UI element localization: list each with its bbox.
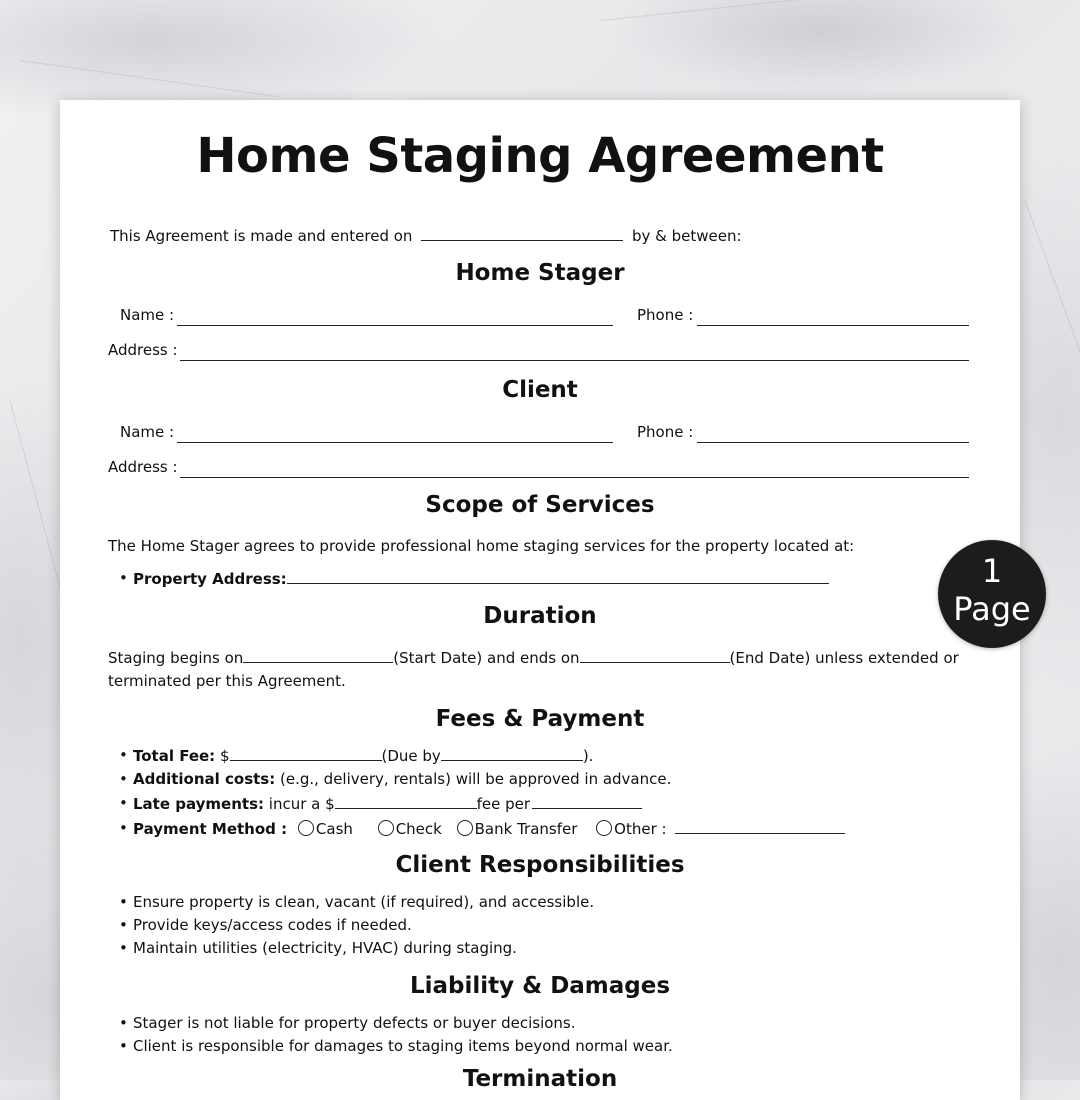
bullet-dot: • (119, 1014, 128, 1032)
list-item-text: Provide keys/access codes if needed. (133, 916, 412, 934)
radio-icon[interactable] (457, 820, 473, 836)
responsibilities-heading: Client Responsibilities (395, 852, 685, 878)
client-name-field[interactable] (177, 442, 613, 443)
duration-part1: Staging begins on (108, 649, 244, 667)
bullet-dot: • (119, 770, 128, 788)
client-name-label: Name : (120, 423, 175, 441)
list-item-text: Client is responsible for damages to staging items beyond normal wear. (133, 1037, 673, 1055)
bullet-dot: • (119, 893, 128, 911)
stager-name-label: Name : (120, 306, 175, 324)
stager-name-field[interactable] (177, 325, 613, 326)
payment-other-field[interactable] (675, 819, 845, 834)
list-item (119, 939, 517, 957)
bullet-dot: • (119, 916, 128, 934)
total-fee-label: Total Fee: (133, 747, 216, 765)
late-fee-period-field[interactable] (532, 794, 642, 809)
radio-icon[interactable] (596, 820, 612, 836)
end-date-field[interactable] (580, 648, 730, 663)
late-payments-text: incur a $ (264, 795, 335, 813)
duration-heading: Duration (483, 603, 597, 629)
agreement-date-field[interactable] (421, 226, 623, 241)
bullet-dot: • (119, 569, 128, 587)
page-count-number: 1 (981, 552, 1003, 590)
bullet-dot: • (119, 1037, 128, 1055)
client-phone-label: Phone : (637, 423, 694, 441)
document-title: Home Staging Agreement (196, 128, 884, 184)
intro-before: This Agreement is made and entered on (110, 227, 413, 245)
payment-option-bank-transfer[interactable] (457, 820, 578, 838)
duration-part3: (End Date) unless extended or (729, 649, 959, 667)
total-fee-dollar: $ (215, 747, 230, 765)
total-fee-field[interactable] (230, 746, 382, 761)
list-item (119, 893, 595, 911)
bullet-dot: • (119, 794, 128, 812)
page-count-badge (938, 540, 1046, 648)
page-count-label: Page (953, 590, 1031, 628)
property-address-field[interactable] (287, 569, 829, 584)
option-label: Other : (614, 820, 667, 838)
late-fee-per: fee per (476, 795, 531, 813)
property-address-label: Property Address: (133, 570, 287, 588)
payment-option-check[interactable] (378, 820, 442, 838)
termination-heading: Termination (462, 1066, 618, 1092)
payment-method-item (119, 819, 845, 838)
payment-option-other[interactable] (596, 820, 666, 838)
late-payments-item (119, 794, 642, 813)
liability-heading: Liability & Damages (409, 973, 671, 999)
agreement-sheet (60, 100, 1020, 1100)
due-date-field[interactable] (441, 746, 583, 761)
stager-address-label: Address : (108, 341, 178, 359)
duration-part2: (Start Date) and ends on (393, 649, 580, 667)
property-address-item (119, 569, 829, 588)
additional-costs-item (119, 770, 672, 788)
option-label: Bank Transfer (474, 820, 578, 838)
home-stager-heading: Home Stager (455, 260, 625, 286)
payment-option-cash[interactable] (298, 820, 353, 838)
total-close: ). (582, 747, 594, 765)
client-heading: Client (502, 377, 578, 403)
list-item (119, 1014, 576, 1032)
additional-costs-label: Additional costs: (133, 770, 276, 788)
stager-address-field[interactable] (180, 360, 969, 361)
list-item-text: Stager is not liable for property defects or buyer decisions. (133, 1014, 576, 1032)
list-item (119, 1037, 673, 1055)
option-label: Check (395, 820, 442, 838)
client-phone-field[interactable] (697, 442, 969, 443)
scope-heading: Scope of Services (425, 492, 655, 518)
stager-phone-label: Phone : (637, 306, 694, 324)
list-item-text: Ensure property is clean, vacant (if required), and accessible. (133, 893, 595, 911)
late-payments-label: Late payments: (133, 795, 265, 813)
late-fee-field[interactable] (335, 794, 477, 809)
client-address-label: Address : (108, 458, 178, 476)
bullet-dot: • (119, 819, 128, 837)
radio-icon[interactable] (378, 820, 394, 836)
scope-text: The Home Stager agrees to provide professional home staging services for the property located at: (108, 537, 855, 555)
stager-phone-field[interactable] (697, 325, 969, 326)
client-address-field[interactable] (180, 477, 969, 478)
intro-after: by & between: (632, 227, 742, 245)
bullet-dot: • (119, 746, 128, 764)
fees-heading: Fees & Payment (435, 706, 645, 732)
option-label: Cash (315, 820, 353, 838)
duration-line-1 (108, 648, 959, 667)
bullet-dot: • (119, 939, 128, 957)
list-item-text: Maintain utilities (electricity, HVAC) during staging. (133, 939, 517, 957)
total-fee-item (119, 746, 594, 765)
intro-text (110, 226, 742, 245)
radio-icon[interactable] (298, 820, 314, 836)
start-date-field[interactable] (243, 648, 393, 663)
additional-costs-text: (e.g., delivery, rentals) will be approved in advance. (275, 770, 672, 788)
list-item (119, 916, 412, 934)
payment-method-label: Payment Method : (133, 820, 288, 838)
total-due-label: (Due by (381, 747, 441, 765)
duration-line-2: terminated per this Agreement. (108, 672, 346, 690)
